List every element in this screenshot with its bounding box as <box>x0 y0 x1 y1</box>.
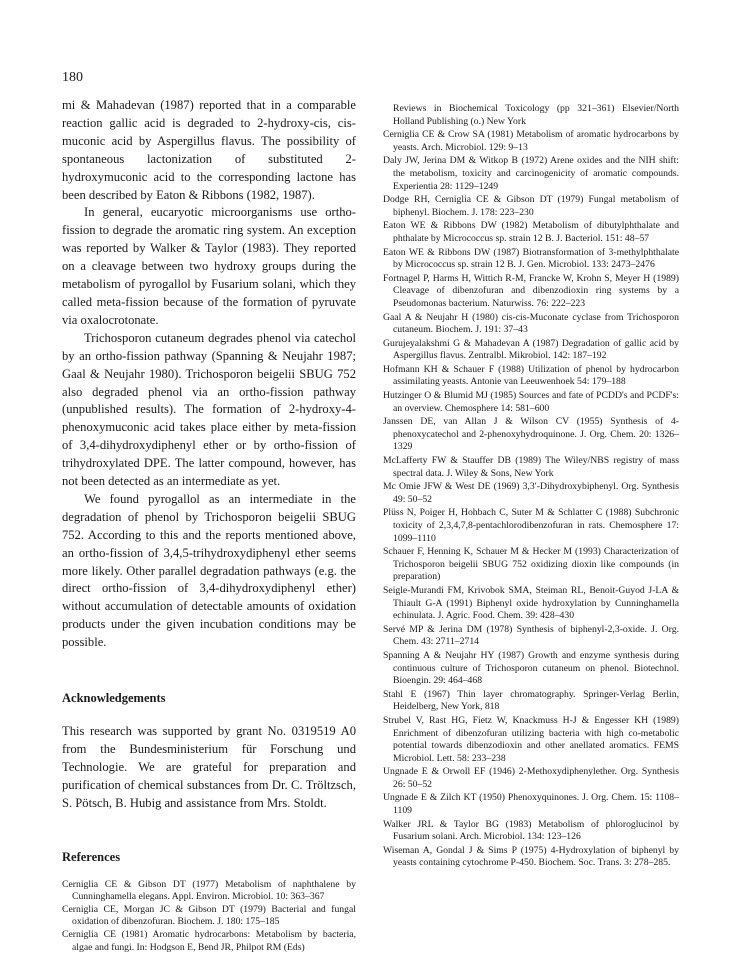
acknowledgements-text: This research was supported by grant No. 0319519 A0 from the Bundesministerium für Forschung und Technologie. We are grateful for preparation and purification of chemical substances from Dr. C. Tröltzsch, S. Pötsch, B. Hubig and assistance from Mrs. Stoldt. <box>62 724 356 810</box>
reference-entry: Spanning A & Neujahr HY (1987) Growth and enzyme synthesis during continuous culture of Trichosporon cutaneum on phenol. Biotechnol. Bioengin. 29: 464–468 <box>383 649 679 687</box>
reference-entry: Plüss N, Poiger H, Hohbach C, Suter M & Schlatter C (1988) Subchronic toxicity of 2,3,4,7,8-pentachlorodibenzofuran in rats. Chemosphere 17: 1099–1110 <box>383 507 679 544</box>
reference-entry: Hutzinger O & Blumid MJ (1985) Sources and fate of PCDD's and PCDF's: an overview. Chemosphere 14: 581–600 <box>383 390 679 414</box>
body-paragraph: Trichosporon cutaneum degrades phenol via catechol by an ortho-fission pathway (Spanning & Neujahr 1987; Gaal & Neujahr 1980). Trichosporon beigelii SBUG 752 also degraded phenol via an ortho-fission pathway (unpublished results). The formation of 2-hydroxy-4-phenoxymuconic acid takes place either by meta-fission of 3,4-dihydroxydiphenyl ether or by ortho-fission of trihydroxylated DPE. The latter compound, however, has not been detected as an intermediate as yet. <box>62 330 356 489</box>
left-column <box>62 97 356 954</box>
reference-entry: Walker JRL & Taylor BG (1983) Metabolism of phloroglucinol by Fusarium solani. Arch. Microbiol. 134: 123–126 <box>383 818 679 843</box>
reference-entry: Cerniglia CE & Gibson DT (1977) Metabolism of naphthalene by Cunninghamella elegans. Appl. Environ. Microbiol. 10: 363–367 <box>62 878 356 903</box>
body-paragraph: mi & Mahadevan (1987) reported that in a comparable reaction gallic acid is degraded to 2-hydroxy-cis, cis-muconic acid by Aspergillus flavus. The possibility of spontaneous lactonization of substituted 2-hydroxymuconic acid to the corresponding lactone has been described by Eaton & Ribbons (1982, 1987). <box>62 98 356 202</box>
acknowledgements-heading: Acknowledgements <box>62 691 166 706</box>
reference-entry: Schauer F, Henning K, Schauer M & Hecker M (1993) Characterization of Trichosporon beigelii SBUG 752 oxidizing dioxin like compounds (in preparation) <box>383 546 679 583</box>
reference-entry: Wiseman A, Gondal J & Sims P (1975) 4-Hydroxylation of biphenyl by yeasts containing cytochrome P-450. Biochem. Soc. Trans. 3: 278–285. <box>383 844 679 869</box>
reference-entry: Eaton WE & Ribbons DW (1987) Biotransformation of 3-methylphthalate by Micrococcus sp. strain 12 B. J. Gen. Microbiol. 133: 2473–2476 <box>383 246 679 271</box>
reference-entry: Mc Omie JFW & West DE (1969) 3,3′-Dihydroxybiphenyl. Org. Synthesis 49: 50–52 <box>383 481 679 505</box>
reference-entry: Dodge RH, Cerniglia CE & Gibson DT (1979) Fungal metabolism of biphenyl. Biochem. J. 178: 223–230 <box>383 194 679 218</box>
reference-entry: Ungnade E & Zilch KT (1950) Phenoxyquinones. J. Org. Chem. 15: 1108–1109 <box>383 792 679 817</box>
right-column-references <box>383 103 679 871</box>
reference-entry: Cerniglia CE & Crow SA (1981) Metabolism of aromatic hydrocarbons by yeasts. Arch. Microbiol. 129: 9–13 <box>383 129 679 153</box>
references-heading: References <box>62 849 121 864</box>
reference-list <box>62 879 356 955</box>
reference-entry: Servé MP & Jerina DM (1978) Synthesis of biphenyl-2,3-oxide. J. Org. Chem. 43: 2711–2714 <box>383 623 679 648</box>
reference-entry-continued: Reviews in Biochemical Toxicology (pp 321–361) Elsevier/North Holland Publishing (o.) New York <box>393 103 679 127</box>
reference-entry: Janssen DE, van Allan J & Wilson CV (1955) Synthesis of 4-phenoxycatechol and 2-phenoxyhydroquinone. J. Org. Chem. 20: 1326–1329 <box>383 416 679 453</box>
reference-entry: Ungnade E & Orwoll EF (1946) 2-Methoxydiphenylether. Org. Synthesis 26: 50–52 <box>383 766 679 790</box>
reference-entry: Cerniglia CE (1981) Aromatic hydrocarbons: Metabolism by bacteria, algae and fungi. In: Hodgson E, Bend JR, Philpot RM (Eds) <box>62 929 356 953</box>
reference-entry: Seigle-Murandi FM, Krivobok SMA, Steiman RL, Benoit-Guyod J-LA & Thiault G-A (1991) Biphenyl oxide hydroxylation by Cunninghamella echinulata. J. Agric. Food. Chem. 39: 428–430 <box>383 584 679 622</box>
reference-entry: Eaton WE & Ribbons DW (1982) Metabolism of dibutylphthalate and phthalate by Micrococcus sp. strain 12 B. J. Bacteriol. 151: 48–57 <box>383 220 679 244</box>
reference-entry: Cerniglia CE, Morgan JC & Gibson DT (1979) Bacterial and fungal oxidation of dibenzofuran. Biochem. J. 180: 175–185 <box>62 903 356 928</box>
reference-entry: Stahl E (1967) Thin layer chromatography. Springer-Verlag Berlin, Heidelberg, New York, 818 <box>383 688 679 713</box>
reference-entry: McLafferty FW & Stauffer DB (1989) The Wiley/NBS registry of mass spectral data. J. Wiley & Sons, New York <box>383 455 679 479</box>
reference-entry: Fortnagel P, Harms H, Wittich R-M, Francke W, Krohn S, Meyer H (1989) Cleavage of dibenzofuran and dibenzodioxin ring systems by a Pseudomonas bacterium. Naturwiss. 76: 222–223 <box>383 272 679 309</box>
reference-entry: Daly JW, Jerina DM & Witkop B (1972) Arene oxides and the NIH shift: the metabolism, toxicity and carcinogenicity of aromatic compounds. Experientia 28: 1129–1249 <box>383 155 679 192</box>
body-paragraph: In general, eucaryotic microorganisms use ortho-fission to degrade the aromatic ring system. An exception was reported by Walker & Taylor (1983). They reported on a cleavage between two hydroxy groups during the metabolism of pyrogallol by Fusarium solani, which they called meta-fission because of the formation of pyruvate via oxalocrotonate. <box>62 205 356 327</box>
reference-entry: Gaal A & Neujahr H (1980) cis-cis-Muconate cyclase from Trichosporon cutaneum. Biochem. J. 191: 37–43 <box>383 311 679 336</box>
page-number: 180 <box>62 70 83 85</box>
reference-entry: Strubel V, Rast HG, Fietz W, Knackmuss H-J & Engesser KH (1989) Enrichment of dibenzofuran utilizing bacteria with high co-metabolic potential towards dibenzodioxin and other anellated aromatics. FEMS Microbiol. Lett. 58: 233–238 <box>383 714 679 764</box>
body-paragraph: We found pyrogallol as an intermediate in the degradation of phenol by Trichosporon beigelii SBUG 752. According to this and the reports mentioned above, an ortho-fission of 3,4,5-trihydroxydiphenyl ether seems more likely. Other parallel degradation pathways (e.g. the direct ortho-fission of 3,4-dihydroxydiphenyl ether) without accumulation of detectable amounts of oxidation products under the given incubation conditions may be possible. <box>62 491 356 650</box>
reference-entry: Gurujeyalakshmi G & Mahadevan A (1987) Degradation of gallic acid by Aspergillus flavus. Zentralbl. Mikrobiol. 142: 187–192 <box>383 337 679 362</box>
reference-entry: Hofmann KH & Schauer F (1988) Utilization of phenol by hydrocarbon assimilating yeasts. Antonie van Leeuwenhoek 54: 179–188 <box>383 363 679 388</box>
